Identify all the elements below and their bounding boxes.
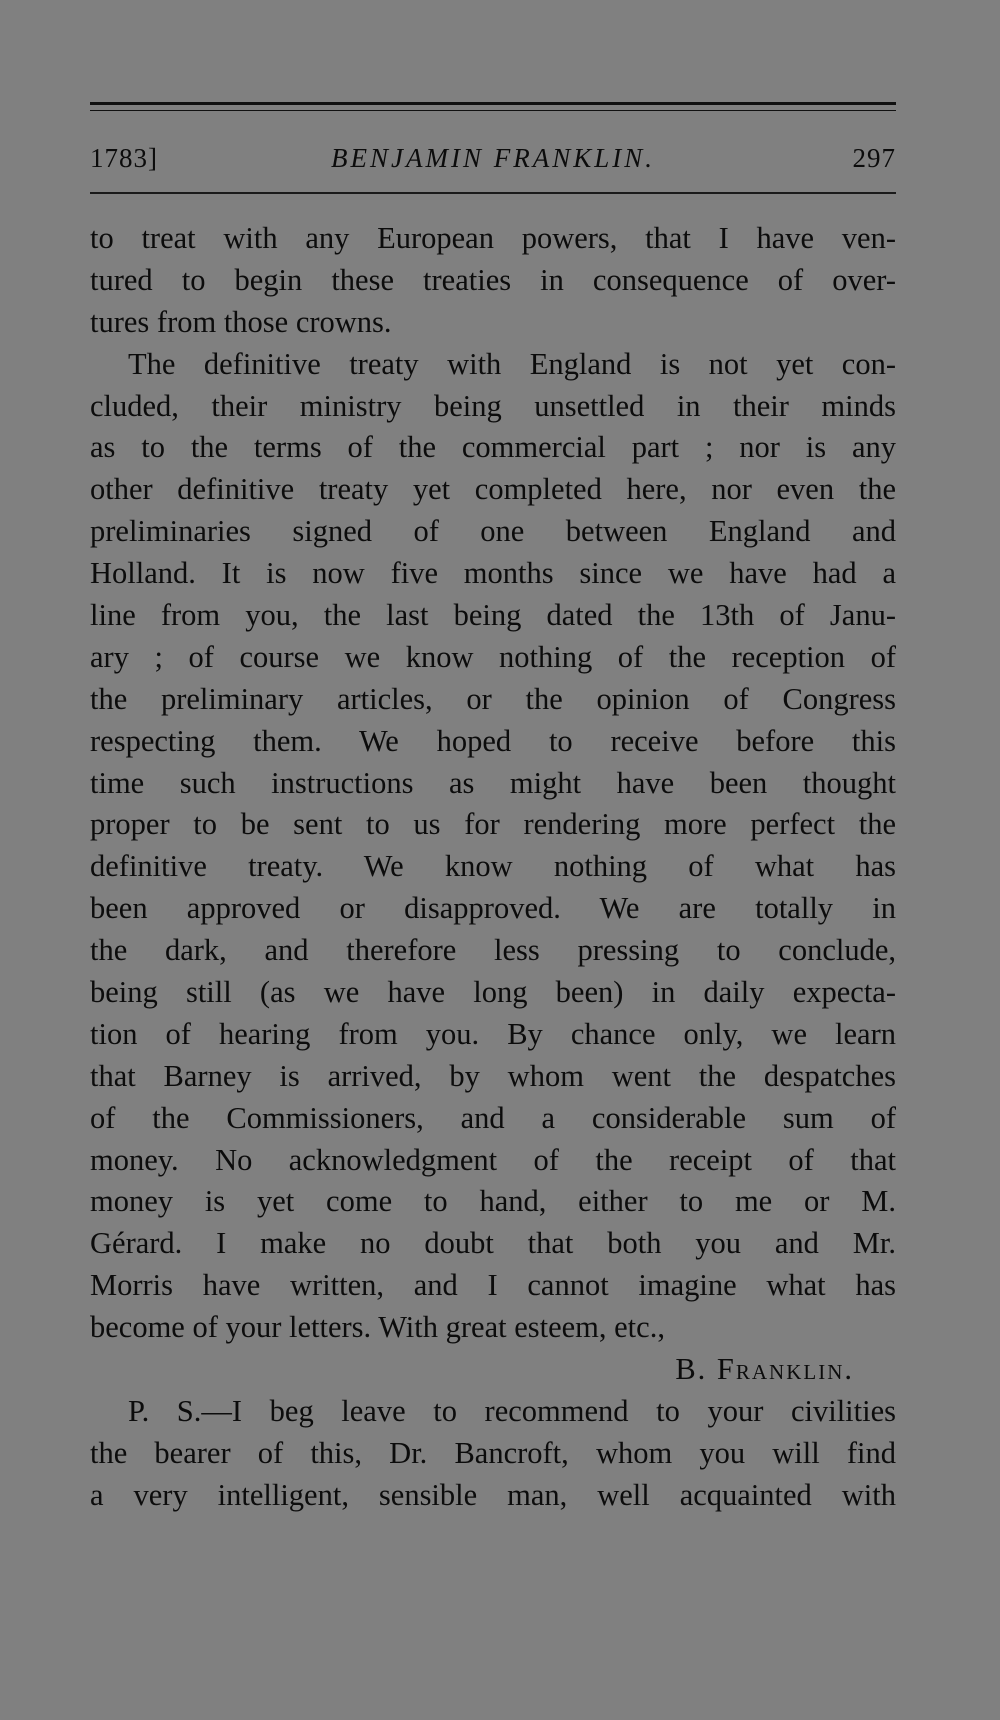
header-rule — [90, 192, 896, 194]
text-line: the dark, and therefore less pressing to conclude, — [90, 933, 896, 968]
top-rule — [90, 102, 896, 105]
header-year: 1783] — [90, 143, 158, 173]
text-line: time such instructions as might have been thought — [90, 765, 896, 800]
text-line: tures from those crowns. — [90, 304, 392, 339]
top-rule-thin — [90, 110, 896, 111]
text-line: ary ; of course we know nothing of the reception of — [90, 639, 896, 674]
text-line: being still (as we have long been) in daily expecta- — [90, 975, 896, 1010]
text-line: The definitive treaty with England is not yet con- — [128, 346, 896, 381]
text-line: definitive treaty. We know nothing of what has — [90, 849, 896, 884]
text-line: respecting them. We hoped to receive before this — [90, 723, 896, 758]
text-line: become of your letters. With great esteem, etc., — [90, 1310, 665, 1345]
text-line: money. No acknowledgment of the receipt of that — [90, 1142, 896, 1177]
text-line: tured to begin these treaties in consequence of over- — [90, 262, 896, 297]
text-line: the bearer of this, Dr. Bancroft, whom you will find — [90, 1435, 896, 1470]
text-line: preliminaries signed of one between England and — [90, 514, 896, 549]
text-line: other definitive treaty yet completed here, nor even the — [90, 472, 896, 507]
body-text — [90, 218, 896, 1517]
text-line: line from you, the last being dated the 13th of Janu- — [90, 598, 896, 633]
text-line: that Barney is arrived, by whom went the despatches — [90, 1058, 896, 1093]
text-line: a very intelligent, sensible man, well acquainted with — [90, 1477, 896, 1512]
text-line: cluded, their ministry being unsettled in their minds — [90, 388, 896, 423]
running-head — [90, 138, 896, 178]
text-line: to treat with any European powers, that I have ven- — [90, 221, 896, 255]
text-line: as to the terms of the commercial part ; nor is any — [90, 430, 896, 465]
header-title: BENJAMIN FRANKLIN. — [331, 143, 655, 173]
text-line: tion of hearing from you. By chance only, we learn — [90, 1016, 896, 1051]
text-line: proper to be sent to us for rendering more perfect the — [90, 807, 896, 842]
text-line: money is yet come to hand, either to me or M. — [90, 1184, 896, 1219]
text-line: P. S.—I beg leave to recommend to your civilities — [128, 1393, 896, 1428]
text-line: Gérard. I make no doubt that both you and Mr. — [90, 1226, 896, 1261]
signature: B. Franklin. — [675, 1352, 854, 1387]
page-number: 297 — [852, 143, 896, 173]
text-line: Holland. It is now five months since we have had a — [90, 556, 896, 591]
text-line: the preliminary articles, or the opinion of Congress — [90, 681, 896, 716]
text-line: of the Commissioners, and a considerable sum of — [90, 1100, 896, 1135]
text-line: Morris have written, and I cannot imagine what has — [90, 1268, 896, 1303]
text-line: been approved or disapproved. We are totally in — [90, 891, 896, 926]
